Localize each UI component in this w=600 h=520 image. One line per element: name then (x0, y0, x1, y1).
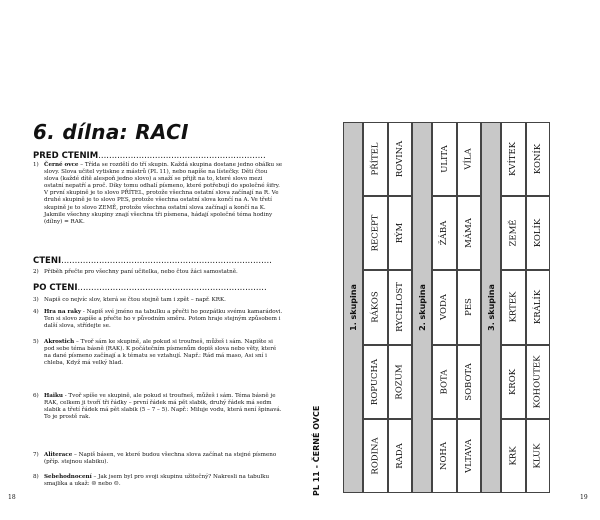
word-cell (363, 196, 388, 270)
item-number: 5) (33, 339, 39, 345)
item-bold: Hra na raky (44, 309, 82, 315)
word-text: VÍLA (463, 148, 474, 170)
item-number: 8) (33, 474, 39, 480)
word-text: KRTEK (508, 292, 519, 323)
list-item-4 (33, 309, 283, 330)
word-cell (363, 270, 388, 344)
item-bold: Haiku (44, 393, 63, 399)
word-cell (526, 270, 551, 344)
item-number: 4) (33, 309, 39, 315)
worksheet-label: PL 11 - ČERNÉ OVCE (312, 405, 321, 496)
section-before-reading: PŘED ČTENÍM.............................................................. (33, 151, 266, 161)
group-header-text: 3. skupina (486, 284, 496, 331)
section-reading-label: ČTENÍ (33, 256, 62, 266)
list-item-6 (33, 393, 283, 421)
item-text (44, 309, 283, 330)
section-reading: ČTENÍ.............................................................................. (33, 256, 272, 266)
item-number: 1) (33, 162, 39, 168)
item-text (44, 162, 283, 226)
word-cell (432, 196, 457, 270)
list-item-7 (33, 452, 283, 466)
word-table (343, 122, 550, 493)
word-text: VODA (439, 294, 450, 321)
word-cell (457, 122, 482, 196)
list-item-1 (33, 162, 283, 226)
word-cell (388, 270, 413, 344)
item-text (44, 297, 283, 304)
word-cell (432, 270, 457, 344)
word-text: KROK (508, 368, 519, 395)
item-text (44, 474, 283, 488)
word-cell (432, 419, 457, 493)
group-header (481, 122, 501, 493)
word-cell (457, 345, 482, 419)
word-text: KVÍTEK (508, 142, 519, 177)
word-text: RODINA (370, 437, 381, 475)
item-number: 7) (33, 452, 39, 458)
word-cell (363, 345, 388, 419)
word-cell (501, 270, 526, 344)
list-item-8 (33, 474, 283, 488)
word-text: ŽÁBA (439, 221, 450, 246)
list-item-3 (33, 297, 283, 304)
item-number: 6) (33, 393, 39, 399)
word-text: ZEMĚ (508, 219, 519, 247)
word-cell (457, 419, 482, 493)
word-cell (388, 345, 413, 419)
word-cell (501, 345, 526, 419)
word-text: ROPUCHA (370, 358, 381, 405)
word-text: PES (463, 298, 474, 317)
item-bold: Černé ovce (44, 162, 79, 168)
item-text (44, 339, 283, 367)
word-text: RADA (394, 443, 405, 469)
word-cell (501, 419, 526, 493)
word-text: PŘÍTEL (370, 142, 381, 176)
word-text: KOHOUTEK (532, 355, 543, 409)
word-text: KRÁLÍK (532, 290, 543, 325)
item-body: – Jak jsem byl pro svoji skupinu užitečný? Nakresli na tabulku smajlíka a ukaž: ☺ nebo ☹. (44, 474, 270, 488)
word-cell (526, 196, 551, 270)
item-bold: Akrostich (44, 339, 75, 345)
group-header-text: 1. skupina (348, 284, 358, 331)
section-after-reading: PO ČTENÍ...................................................................... (33, 283, 267, 293)
word-cell (526, 345, 551, 419)
word-cell (388, 419, 413, 493)
item-text (44, 393, 283, 421)
item-number: 2) (33, 269, 39, 275)
word-text: RECEPT (370, 214, 381, 252)
word-cell (501, 196, 526, 270)
section-before-label: PŘED ČTENÍM (33, 151, 99, 161)
word-cell (526, 122, 551, 196)
word-text: ULITA (439, 145, 450, 173)
word-cell (388, 122, 413, 196)
item-body: – Napiš básen, ve které budou všechna slova začínat na stejné písmeno (příp. stejnou slabiku). (44, 452, 277, 466)
word-text: RÝM (394, 223, 405, 244)
section-after-label: PO ČTENÍ (33, 283, 78, 293)
item-body: Přiběh přečte pro všechny paní učitelka, nebo čtou žáci samostatně. (44, 269, 238, 275)
word-text: BOTA (439, 369, 450, 395)
word-cell (363, 419, 388, 493)
page-number-right: 19 (580, 494, 588, 501)
word-text: ROVINA (394, 140, 405, 178)
word-text: RÁKOS (370, 291, 381, 324)
item-bold: Aliterace (44, 452, 73, 458)
word-cell (432, 122, 457, 196)
word-text: ROZUM (394, 364, 405, 400)
word-cell (432, 345, 457, 419)
word-text: SOBOTA (463, 362, 474, 401)
item-body: Napiš co nejvíc slov, která se čtou stejně tam i zpět – např. KRK. (44, 297, 226, 303)
word-text: RYCHLOST (394, 282, 405, 333)
item-body: - Napiš své jméno na tabulku a přečti ho pozpátku svému kamarádovi. Ten si slovo zapíše a přečte ho v původním směru. Potom hraje stejným způsobem i další slova, střídejte se. (44, 309, 283, 330)
item-bold: Sebehodnocení (44, 474, 92, 480)
word-text: KONÍK (532, 143, 543, 175)
word-text: VLTAVA (463, 439, 474, 473)
item-body: – Tvoř sám ke skupině, ale pokud si troufneš, můžeš i sám. Napište si pod sebe téma básně (RAK). K počátečním písmenům dopiš slova nebo věty, které na dané písmeno začínají a k tématu se vztahují. Např.: Rád má maso, Asi sní i chleba, Když má velký hlad. (44, 339, 277, 367)
word-cell (457, 270, 482, 344)
list-item-5 (33, 339, 283, 367)
word-text: KRK (508, 446, 519, 466)
item-number: 3) (33, 297, 39, 303)
item-body: - Tvoř spíše ve skupině, ale pokud si troufneš, můžeš i sám. Téma básně je RAK, celkem ji tvoří tři řádky – první řádek má pět slabik, druhý řádek má sedm slabik a třetí řádek má pět slabik (5 – 7 – 5). Např.: Miluje vodu, která není špinavá. To je prostě rak. (44, 393, 282, 421)
word-cell (363, 122, 388, 196)
list-item-2 (33, 269, 283, 276)
group-header-text: 2. skupina (417, 284, 427, 331)
word-cell (457, 196, 482, 270)
word-cell (526, 419, 551, 493)
page-title: 6. dílna: RACI (33, 120, 189, 144)
item-text (44, 452, 283, 466)
item-body: – Třída se rozdělí do tří skupin. Každá skupina dostane jedno obálku se slovy. Slova učitel vytiskne z mástrů (PL 11), nebo napíše na lístečky. Děti čtou slova (každé dítě alespoň jedno slovo) a snaží se přijít na to, které slovo mezi ostatní nepatří a proč. Díky tomu odhalí písmeno, které potřebují do společné šifry. V první skupině je to slovo PŘÍTEL, protože všechna ostatní slova začínají na R. Ve druhé skupině je to slovo PES, protože všechna ostatní slova končí na A. Ve třetí skupině je to slovo ZEMĚ, protože všechna ostatní slova začínají a končí na K. Jakmile všechny skupiny znají všechna tři písmena, hádají společné téma hodiny (dílny) = RAK. (44, 162, 283, 225)
group-header (412, 122, 432, 493)
word-cell (388, 196, 413, 270)
word-cell (501, 122, 526, 196)
group-header (343, 122, 363, 493)
word-text: KLUK (532, 443, 543, 469)
page-number-left: 18 (8, 494, 16, 501)
word-text: KOLÍK (532, 219, 543, 248)
word-text: MÁMA (463, 218, 474, 249)
word-text: NOHA (439, 441, 450, 470)
item-text (44, 269, 283, 276)
